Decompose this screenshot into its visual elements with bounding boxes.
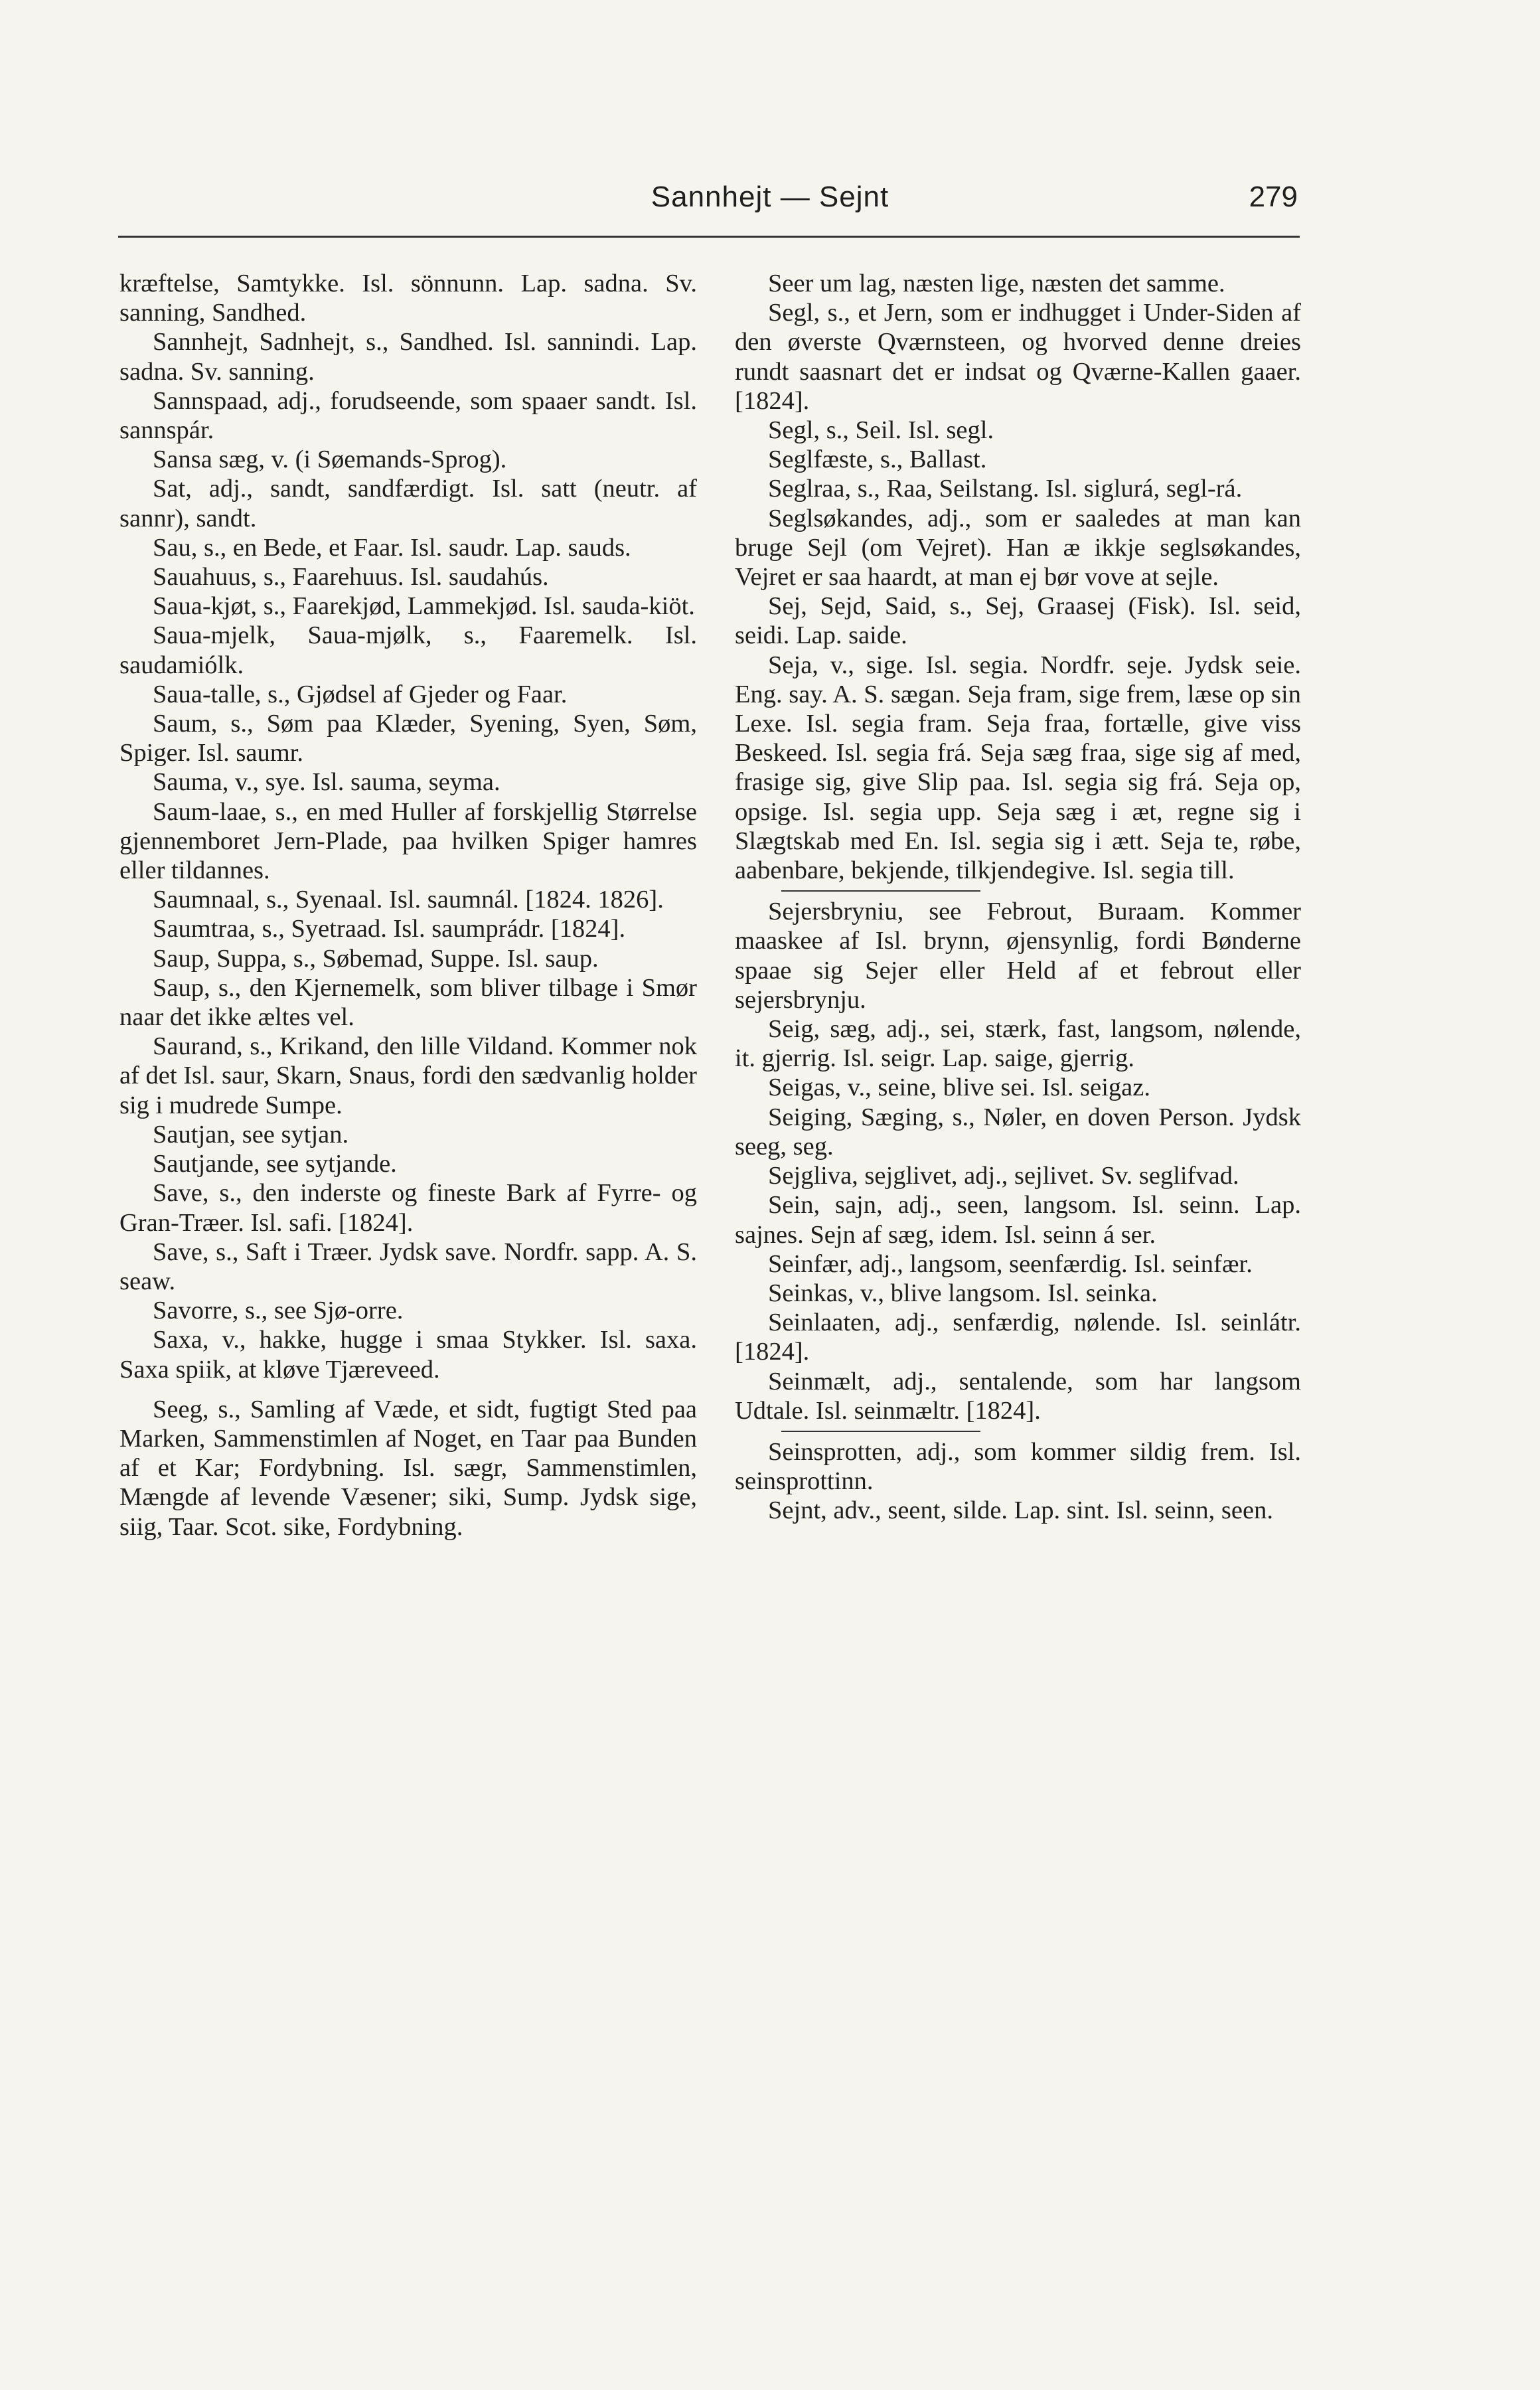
dictionary-entry: Saua-mjelk, Saua-mjølk, s., Faaremelk. Isl. saudamiólk. [119,621,697,679]
dictionary-entry: Seinfær, adj., langsom, seenfærdig. Isl. seinfær. [768,1249,1253,1278]
section-divider [781,890,980,892]
dictionary-entry: Seinlaaten, adj., senfærdig, nølende. Isl. seinlátr. [1824]. [735,1309,1301,1366]
header-rule [118,236,1300,238]
dictionary-entry: Seinsprotten, adj., som kommer sildig frem. Isl. seinsprottinn. [735,1437,1301,1496]
dictionary-entry: Sejnt, adv., seent, silde. Lap. sint. Isl. seinn, seen. [768,1496,1273,1525]
right-column [735,269,1301,1526]
dictionary-entry: Save, s., den inderste og fineste Bark af Fyrre- og Gran-Træer. Isl. safi. [1824]. [119,1179,697,1237]
dictionary-entry: Seer um lag, næsten lige, næsten det samme. [768,270,1225,297]
dictionary-entry: Saxa, v., hakke, hugge i smaa Stykker. Isl. saxa. Saxa spiik, at kløve Tjæreveed. [119,1326,697,1384]
page-number: 279 [1249,181,1298,213]
dictionary-entry: Sejersbryniu, see Febrout, Buraam. Kommer maaskee af Isl. brynn, øjensynlig, fordi Bønderne spaae sig Sejer eller Held af et febrout eller sejersbrynju. [735,898,1301,1014]
dictionary-entry: Seiging, Sæging, s., Nøler, en doven Person. Jydsk seeg, seg. [735,1103,1301,1160]
dictionary-entry: Sautjan, see sytjan. [153,1120,349,1149]
dictionary-entry: Sat, adj., sandt, sandfærdigt. Isl. satt (neutr. af sannr), sandt. [119,475,697,532]
dictionary-entry: Sautjande, see sytjande. [153,1150,397,1178]
dictionary-entry: Sau, s., en Bede, et Faar. Isl. saudr. Lap. sauds. [153,533,631,562]
dictionary-entry: Seglfæste, s., Ballast. [768,445,987,474]
dictionary-entry: Sej, Sejd, Said, s., Sej, Graasej (Fisk). Isl. seid, seidi. Lap. saide. [735,592,1301,650]
dictionary-entry: Segl, s., et Jern, som er indhugget i Under-Siden af den øverste Qværnsteen, og hvorved denne dreies rundt saasnart det er indsat og Qværne-Kallen gaaer. [1824]. [735,299,1301,415]
section-divider [781,1431,980,1432]
dictionary-entry: Saumtraa, s., Syetraad. Isl. saumprádr. [1824]. [153,915,626,943]
dictionary-entry: Sannhejt, Sadnhejt, s., Sandhed. Isl. sannindi. Lap. sadna. Sv. sanning. [119,328,697,386]
dictionary-entry: Seeg, s., Samling af Væde, et sidt, fugtigt Sted paa Marken, Sammenstimlen af Noget, en Taar paa Bunden af et Kar; Fordybning. Isl. sægr, Sammenstimlen, Mængde af levende Væsener; siki, Sump. Jydsk sige, siig, Taar. Scot. sike, Fordybning. [119,1395,697,1541]
dictionary-entry: Saup, Suppa, s., Søbemad, Suppe. Isl. saup. [153,944,599,973]
dictionary-entry: Saum-laae, s., en med Huller af forskjellig Størrelse gjennemboret Jern-Plade, paa hvilken Spiger hamres eller tildannes. [119,797,697,885]
running-head [0,178,1540,224]
dictionary-entry: Sein, sajn, adj., seen, langsom. Isl. seinn. Lap. sajnes. Sejn af sæg, idem. Isl. seinn á ser. [735,1191,1301,1249]
dictionary-entry: Seglraa, s., Raa, Seilstang. Isl. siglurá, segl-rá. [768,475,1243,503]
dictionary-entry: Segl, s., Seil. Isl. segl. [768,416,994,445]
dictionary-entry: Sejgliva, sejglivet, adj., sejlivet. Sv. seglifvad. [768,1162,1239,1190]
dictionary-entry: Seigas, v., seine, blive sei. Isl. seigaz. [768,1074,1150,1102]
dictionary-entry: Seinmælt, adj., sentalende, som har langsom Udtale. Isl. seinmæltr. [1824]. [735,1367,1301,1425]
dictionary-entry: Savorre, s., see Sjø-orre. [153,1297,404,1325]
dictionary-entry: Saumnaal, s., Syenaal. Isl. saumnál. [1824. 1826]. [153,886,664,914]
dictionary-entry: Saua-kjøt, s., Faarekjød, Lammekjød. Isl. sauda-kiöt. [153,592,695,621]
running-head-title: Sannhejt — Sejnt [651,181,889,213]
left-column [119,269,697,1542]
dictionary-entry: Saua-talle, s., Gjødsel af Gjeder og Faar. [153,680,568,708]
dictionary-entry: Seinkas, v., blive langsom. Isl. seinka. [768,1279,1158,1307]
dictionary-entry: Saurand, s., Krikand, den lille Vildand. Kommer nok af det Isl. saur, Skarn, Snaus, fordi den sædvanlig holder sig i mudrede Sumpe. [119,1032,697,1119]
dictionary-entry: Seja, v., sige. Isl. segia. Nordfr. seje. Jydsk seie. Eng. say. A. S. sægan. Seja fram, sige frem, læse op sin Lexe. Isl. segia fram. Seja fraa, fortælle, give viss Beskeed. Isl. segia frá. Seja sæg fraa, sige sig af med, frasige sig, give Slip paa. Isl. segia sig frá. Seja op, opsige. Isl. segia upp. Seja sæg i æt, regne sig i Slægtskab med En. Isl. segia sig i ætt. Seja te, røbe, aabenbare, bekjende, tilkjendegive. Isl. segia till. [735,651,1301,885]
dictionary-entry: kræftelse, Samtykke. Isl. sönnunn. Lap. sadna. Sv. sanning, Sandhed. [119,270,697,327]
dictionary-entry: Sannspaad, adj., forudseende, som spaaer sandt. Isl. sannspár. [119,386,697,445]
dictionary-entry: Sansa sæg, v. (i Søemands-Sprog). [153,445,507,474]
dictionary-entry: Sauahuus, s., Faarehuus. Isl. saudahús. [153,563,549,592]
dictionary-entry: Save, s., Saft i Træer. Jydsk save. Nordfr. sapp. A. S. seaw. [119,1237,697,1295]
dictionary-entry: Saum, s., Søm paa Klæder, Syening, Syen, Søm, Spiger. Isl. saumr. [119,710,697,767]
dictionary-entry: Saup, s., den Kjernemelk, som bliver tilbage i Smør naar det ikke æltes vel. [119,973,697,1032]
dictionary-entry: Seglsøkandes, adj., som er saaledes at man kan bruge Sejl (om Vejret). Han æ ikkje seglsøkandes, Vejret er saa haardt, at man ej bør vove at sejle. [735,504,1301,592]
dictionary-entry: Sauma, v., sye. Isl. sauma, seyma. [153,768,501,797]
dictionary-entry: Seig, sæg, adj., sei, stærk, fast, langsom, nølende, it. gjerrig. Isl. seigr. Lap. saige, gjerrig. [735,1015,1301,1073]
